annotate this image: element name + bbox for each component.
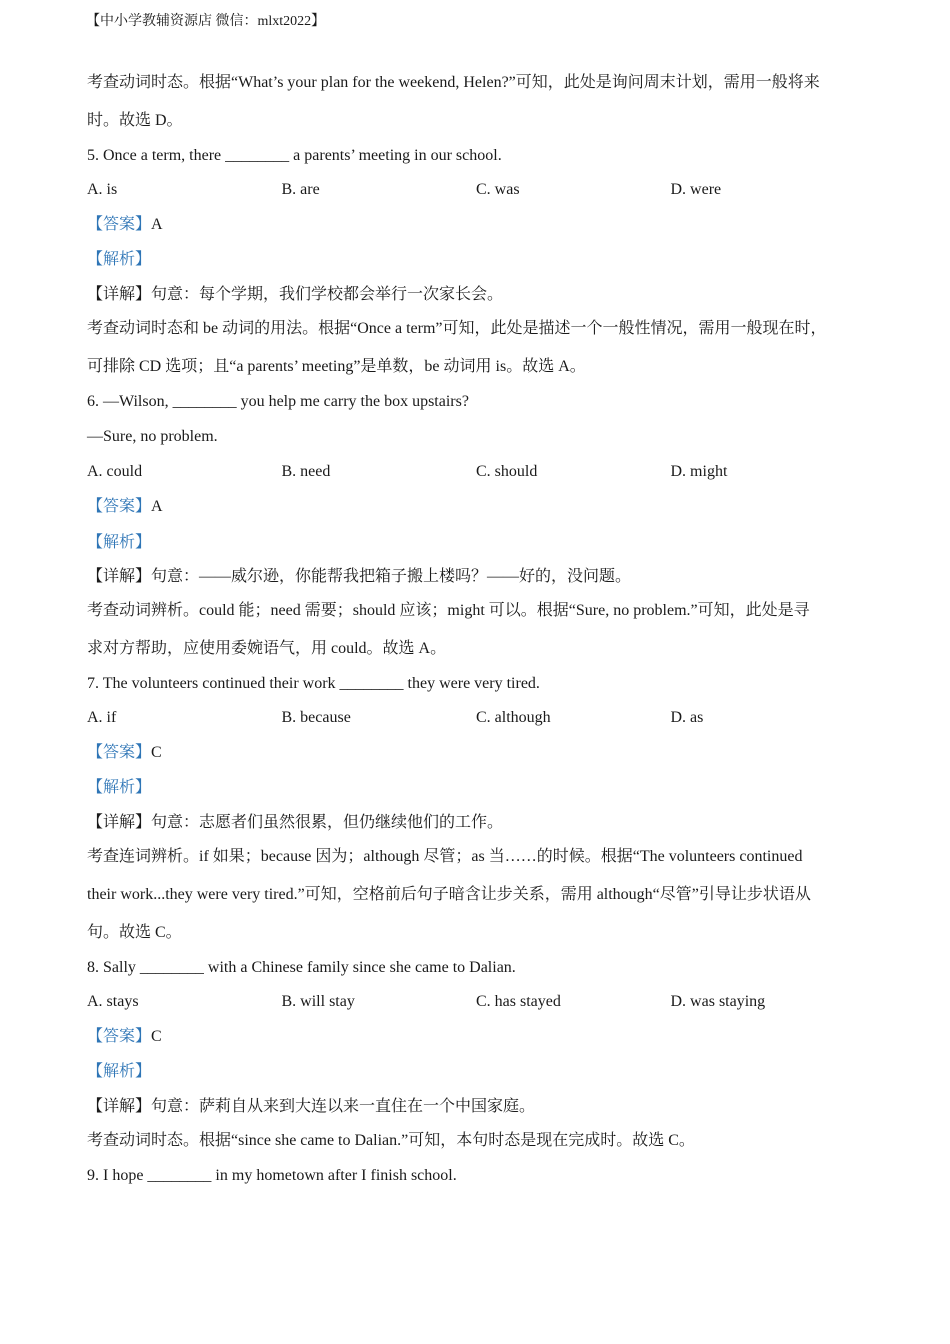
detail-line: 【详解】句意：志愿者们虽然很累，但仍继续他们的工作。: [87, 814, 504, 831]
question-stem: 9. I hope ________ in my hometown after I finish school.: [87, 1167, 457, 1184]
option-b: B. because: [281, 709, 351, 726]
answer-line: [87, 1027, 867, 1047]
detail-line: 【详解】句意：——威尔逊，你能帮我把箱子搬上楼吗？——好的，没问题。: [87, 568, 632, 585]
answer-tag: 【答案】: [87, 1028, 152, 1045]
option-b: B. need: [281, 463, 331, 480]
answer-line: [87, 497, 867, 517]
analysis-tag: 【解析】: [87, 1063, 152, 1080]
analysis-tag: 【解析】: [87, 251, 152, 268]
option-row: [87, 462, 867, 482]
answer-value: A: [151, 216, 163, 233]
explain-line: 考查连词辨析。if 如果；because 因为；although 尽管；as 当……的时候。根据“The volunteers continued: [87, 848, 803, 865]
option-a: A. is: [87, 181, 118, 198]
option-a: A. if: [87, 709, 117, 726]
detail-line: 【详解】句意：每个学期，我们学校都会举行一次家长会。: [87, 286, 504, 303]
option-c: C. although: [476, 709, 551, 726]
answer-tag: 【答案】: [87, 216, 152, 233]
page-header: 【中小学教辅资源店 微信：mlxt2022】: [86, 14, 326, 29]
option-b: B. are: [281, 181, 320, 198]
option-row: [87, 180, 867, 200]
question-stem: 7. The volunteers continued their work ________ they were very tired.: [87, 675, 540, 692]
detail-line: 【详解】句意：萨莉自从来到大连以来一直住在一个中国家庭。: [87, 1098, 536, 1115]
question-stem: 8. Sally ________ with a Chinese family since she came to Dalian.: [87, 959, 516, 976]
answer-tag: 【答案】: [87, 744, 152, 761]
analysis-tag: 【解析】: [87, 779, 152, 796]
answer-line: [87, 215, 867, 235]
answer-value: C: [151, 744, 162, 761]
explain-line: 考查动词辨析。could 能；need 需要；should 应该；might 可以。根据“Sure, no problem.”可知，此处是寻: [87, 602, 810, 619]
option-c: C. should: [476, 463, 538, 480]
option-d: D. was staying: [670, 993, 766, 1010]
question-stem: 6. —Wilson, ________ you help me carry the box upstairs?: [87, 393, 469, 410]
option-d: D. as: [670, 709, 704, 726]
option-b: B. will stay: [281, 993, 355, 1010]
option-c: C. has stayed: [476, 993, 561, 1010]
option-row: [87, 708, 867, 728]
option-row: [87, 992, 867, 1012]
answer-value: A: [151, 498, 163, 515]
question-stem: 5. Once a term, there ________ a parents’ meeting in our school.: [87, 147, 502, 164]
explain-line: 考查动词时态和 be 动词的用法。根据“Once a term”可知，此处是描述一个一般性情况，需用一般现在时，: [87, 320, 827, 337]
answer-value: C: [151, 1028, 162, 1045]
document-content: [87, 73, 867, 1186]
answer-line: [87, 743, 867, 763]
intro-line: 考查动词时态。根据“What’s your plan for the weekend, Helen?”可知，此处是询问周末计划，需用一般将来: [87, 74, 820, 91]
option-a: A. stays: [87, 993, 139, 1010]
answer-tag: 【答案】: [87, 498, 152, 515]
explain-line: their work...they were very tired.”可知，空格前后句子暗含让步关系，需用 although“尽管”引导让步状语从: [87, 886, 811, 903]
option-d: D. were: [670, 181, 722, 198]
explain-line: 句。故选 C。: [87, 924, 182, 941]
explain-line: 考查动词时态。根据“since she came to Dalian.”可知，本句时态是现在完成时。故选 C。: [87, 1132, 695, 1149]
option-d: D. might: [670, 463, 728, 480]
option-a: A. could: [87, 463, 143, 480]
explain-line: 求对方帮助，应使用委婉语气，用 could。故选 A。: [87, 640, 447, 657]
explain-line: 可排除 CD 选项；且“a parents’ meeting”是单数，be 动词用 is。故选 A。: [87, 358, 586, 375]
intro-line: 时。故选 D。: [87, 112, 183, 129]
question-stem-reply: —Sure, no problem.: [87, 428, 218, 445]
option-c: C. was: [476, 181, 520, 198]
analysis-tag: 【解析】: [87, 534, 152, 551]
